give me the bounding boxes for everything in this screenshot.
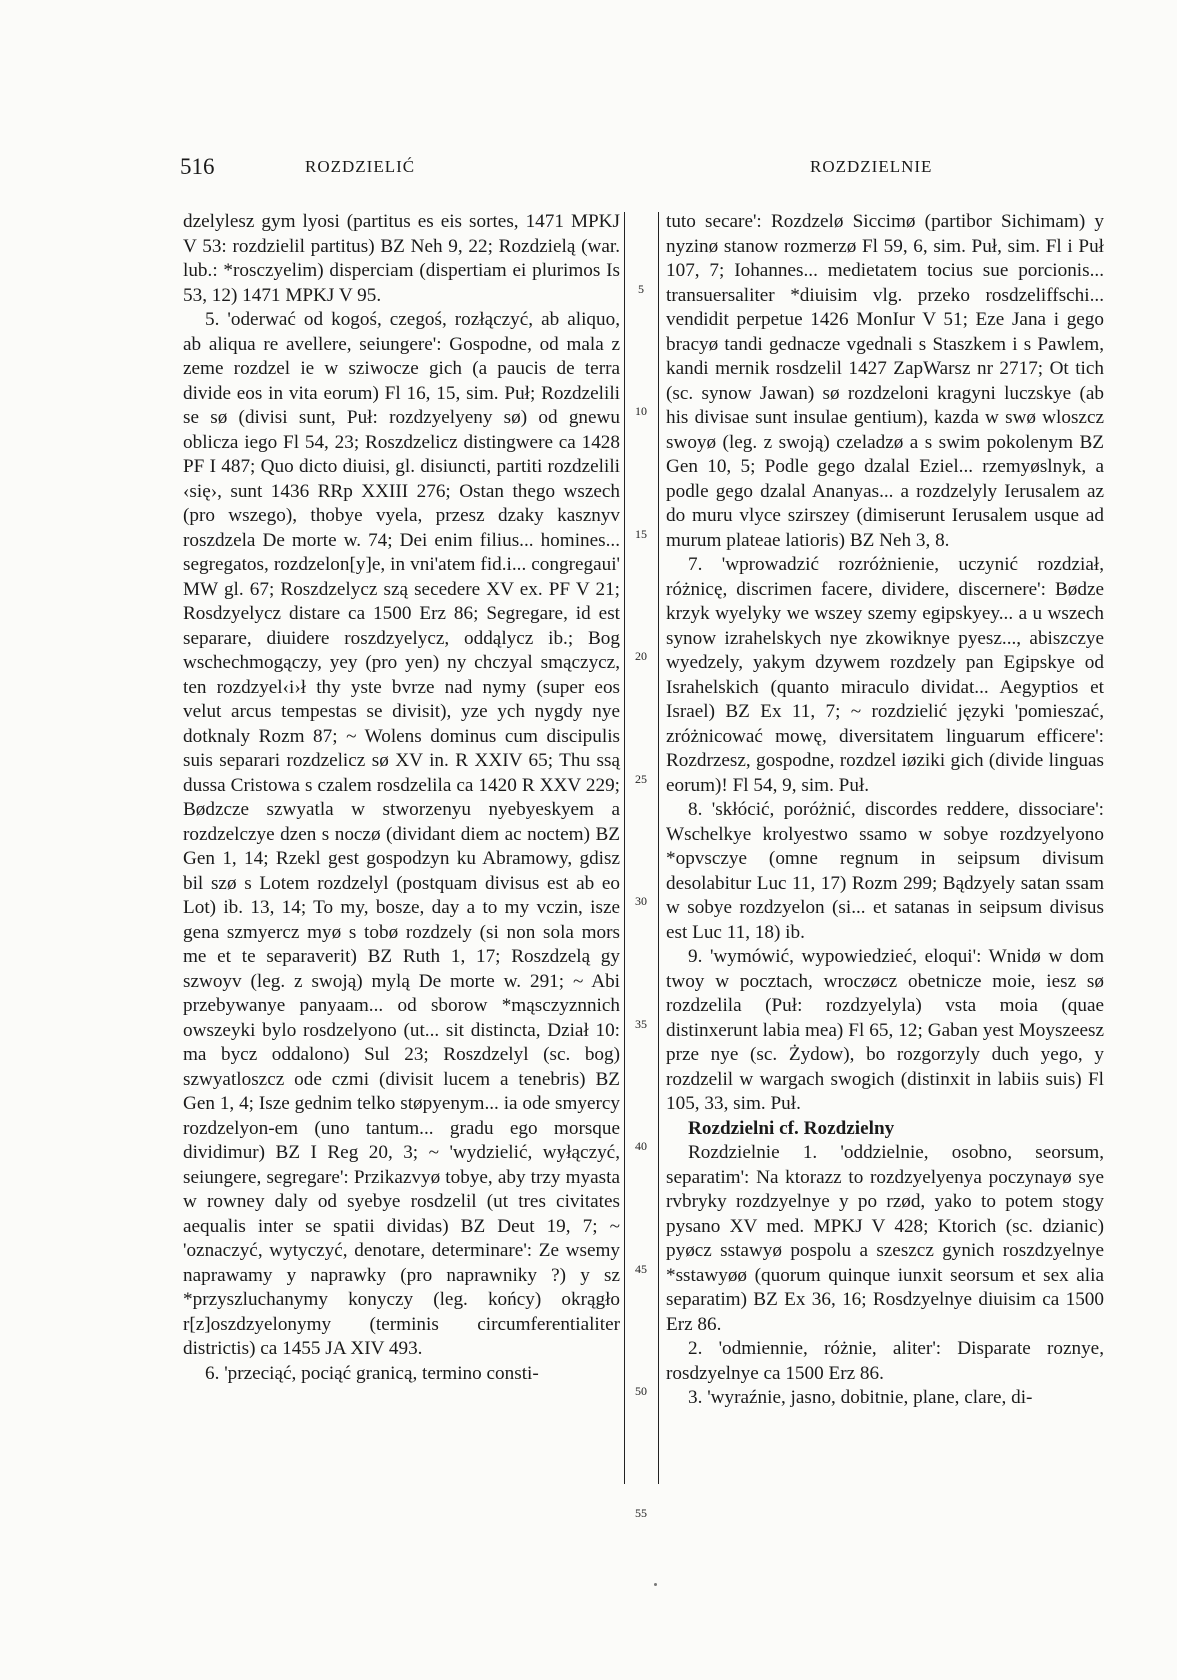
column-rule-right [658, 212, 659, 1484]
left-column [183, 210, 620, 1386]
line-number: 35 [635, 1017, 647, 1031]
line-number: 20 [635, 649, 647, 663]
line-number: 25 [635, 772, 647, 786]
line-number: 30 [635, 894, 647, 908]
line-number: 10 [635, 404, 647, 418]
running-head-right: ROZDZIELNIE [810, 157, 933, 176]
entry-paragraph: 9. 'wymówić, wypowiedzieć, eloqui': Wnidø w dom twoy w pocztach, wroczøcz obetnicze moie, iesz sø rozdzelila (Puł: rozdzyelyla) vsta moia (quae distinxerunt labia mea) Fl 65, 12; Gaban yest Moyszeesz prze nye (sc. Żydow), bo rozgorzyly duch yego, y rozdzelil w wargach swogich (distinxit in labiis suis) Fl 105, 33, sim. Puł. [666, 946, 1104, 1114]
scan-speck [654, 1583, 657, 1586]
entry-paragraph: 6. 'przeciąć, pociąć granicą, termino consti- [205, 1362, 539, 1384]
line-number: 40 [635, 1139, 647, 1153]
line-number: 5 [638, 282, 644, 296]
line-number: 50 [635, 1384, 647, 1398]
page-number: 516 [180, 154, 215, 179]
entry-paragraph: 5. 'oderwać od kogoś, czegoś, rozłączyć, ab aliquo, ab aliqua re avellere, seiungere': Gospodne, od mala z zeme rozdzel ie w sziwocze gich (a paucis de terra divide eos in vita eorum) Fl 16, 15, sim. Puł; Rozdzelili se sø (divisi sunt, Puł: rozdzyelyeny sø) od gnewu oblicza iego Fl 54, 23; Roszdzelicz distingwere ca 1428 PF I 487; Quo dicto diuisi, gl. disiuncti, partiti rozdzelili ‹się›, sunt 1436 RRp XXIII 276; Ostan thego wszech (pro wszego), thobye vyela, przesz dzaky kasznyv roszdzela De morte w. 74; Dei enim filius... homines... segregatos, rozdzelon[y]e, in vni'atem fid.i... congregaui' MW gl. 67; Roszdzelycz szą secedere XV ex. PF V 21; Rosdzyelycz distare ca 1500 Erz 86; Segregare, id est separare, diuidere roszdzyelycz, oddąlycz ib.; Bog wschechmogączy, yey (pro yen) ny chczyal smączycz, ten rozdzyel‹i›ł thy yste bvrze nad nymy (super eos velut arcus tempestas se divisit), yze ych nygdy nye dotknaly Rozm 87; ~ Wolens dominus cum discipulis suis separari rozdzelicz sø XV in. R XXIV 65; Thu ssą dussa Cristowa s czalem rosdzelila ca 1420 R XXV 229; Bødzcze szwyatla w stworzenyu nyebyeskyem a rozdzelczye dzen s noczø (dividant diem ac noctem) BZ Gen 1, 14; Rzekl gest gospodzyn ku Abramowy, gdisz bil szø s Lotem rozdzelyl (postquam divisus est ab eo Lot) ib. 13, 14; To my, bosze, day a to my vczin, isze gena szmyercz myø s tobø rozdzely (si non sola mors me et te separaverit) BZ Ruth 1, 17; Roszdzelą gy szwoyv (leg. z swoją) mylą De morte w. 291; ~ Abi przebywanye panyaam... od sborow *mąsczyznnich owszeyki bylo rosdzelyono (ut... sit distincta, Dział 10: ma bycz oddalono) Sul 23; Roszdzelyl (sc. bog) szwyatloszcz ode czmi (divisit lucem a tenebris) BZ Gen 1, 4; Isze gednim telko støpyenym... ia ode smyercy rozdzelyon-em (uno tantum... gradu ego morsque dividimur) BZ I Reg 20, 3; ~ 'wydzielić, wyłączyć, seiungere, segregare': Przikazvyø tobye, aby trzy myasta w rowney daly od syebye rosdzelil (ut tres civitates aequalis inter se spatii dividas) BZ Deut 19, 7; ~ 'oznaczyć, wytyczyć, denotare, determinare': Ze wsemy naprawamy y naprawky (pro naprawniky ?) y sz *przyszluchanymy konyczy (leg. końcy) okrągło r[z]oszdzyelonymy (terminis circumferentialiter districtis) ca 1455 JA XIV 493. [183, 309, 620, 1359]
right-column [666, 210, 1104, 1411]
running-head-left: ROZDZIELIĆ [305, 157, 416, 176]
entry-paragraph: 2. 'odmiennie, różnie, aliter': Disparate roznye, rosdzyelnye ca 1500 Erz 86. [666, 1338, 1104, 1384]
entry-paragraph: 3. 'wyraźnie, jasno, dobitnie, plane, clare, di- [688, 1387, 1033, 1408]
entry-headword: Rozdzielni cf. Rozdzielny [688, 1117, 895, 1139]
column-rule-left [624, 212, 625, 1484]
entry-paragraph: 7. 'wprowadzić rozróżnienie, uczynić rozdział, różnicę, discrimen facere, dividere, discernere': Bødze krzyk wyelyky we wszey szemy egipskyey... a u wszech synow izrahelskych nye zkowiknye pyesz..., abiszczye wyedzely, yakym dzywem rozdzely pan Egipskye od Israhelskich (quanto miraculo dividat... Aegyptios et Israel) BZ Ex 11, 7; ~ rozdzielić języki 'pomieszać, zróżnicować mowę, diversitatem linguarum efficere': Rozdrzesz, gospodne, rozdzel iøziki gich (divide linguas eorum)! Fl 54, 9, sim. Puł. [666, 554, 1104, 796]
line-number: 15 [635, 527, 647, 541]
entry-paragraph: dzelylesz gym lyosi (partitus es eis sortes, 1471 MPKJ V 53: rozdzielil partitus) BZ Neh 9, 22; Rozdzielą (war. lub.: *rosczyelim) disperciam (dispertiam ei plurimos Is 53, 12) 1471 MPKJ V 95. [183, 211, 620, 306]
entry-paragraph: tuto secare': Rozdzelø Siccimø (partibor Sichimam) y nyzinø stanow rozmerzø Fl 59, 6, sim. Puł, sim. Fl i Puł 107, 7; Iohannes... medietatem tocius sue porcionis... transuersaliter *diuisim vlg. przeko rosdzeliffschi... vendidit perpetue 1426 MonIur V 51; Eze Jana i gego bracyø tandi gednacze vgednali s Staszkem i s Pawlem, kandi mernik rosdzelil 1427 ZapWarsz nr 2717; Ot tich (sc. synow Jawan) sø rozdzeloni kragyni luczskye (ab his divisae sunt insulae gentium), kazda w swø wloszcz swoyø (leg. z swoją) czeladzø a s swim pokolenym BZ Gen 10, 5; Podle gego dzalal Eziel... rzemyøslnyk, a podle gego dzalal Ananyas... a rozdzelyly Ierusalem az do muru vlyce szirszey (dimiserunt Ierusalem usque ad murum plateae latioris) BZ Neh 3, 8. [666, 211, 1104, 551]
line-number: 45 [635, 1262, 647, 1276]
line-number-gutter [626, 210, 656, 1520]
entry-paragraph: 8. 'skłócić, poróżnić, discordes reddere, dissociare': Wschelkye krolyestwo ssamo w sobye rozdzyelyono *opvsczye (omne regnum in seipsum divisum desolabitur Luc 11, 17) Rozm 299; Bądzyely satan ssam w sobye rozdzyelon (si... et satanas in seipsum divisus est Luc 11, 18) ib. [666, 799, 1104, 943]
line-number: 55 [635, 1506, 647, 1520]
entry-paragraph: Rozdzielnie 1. 'oddzielnie, osobno, seorsum, separatim': Na ktorazz to rozdzyelyenya poczynayø sye rvbryky rozdzyelnye y po rzød, yako to potem stogy pysano XV med. MPKJ V 428; Ktorich (sc. dzianic) pyøcz sstawyø pospolu a szeszcz gynich roszdzyelnye *sstawyøø (quorum quinque iunxit seorsum et sex alia separatim) BZ Ex 36, 16; Rosdzyelnye diuisim ca 1500 Erz 86. [666, 1142, 1104, 1335]
